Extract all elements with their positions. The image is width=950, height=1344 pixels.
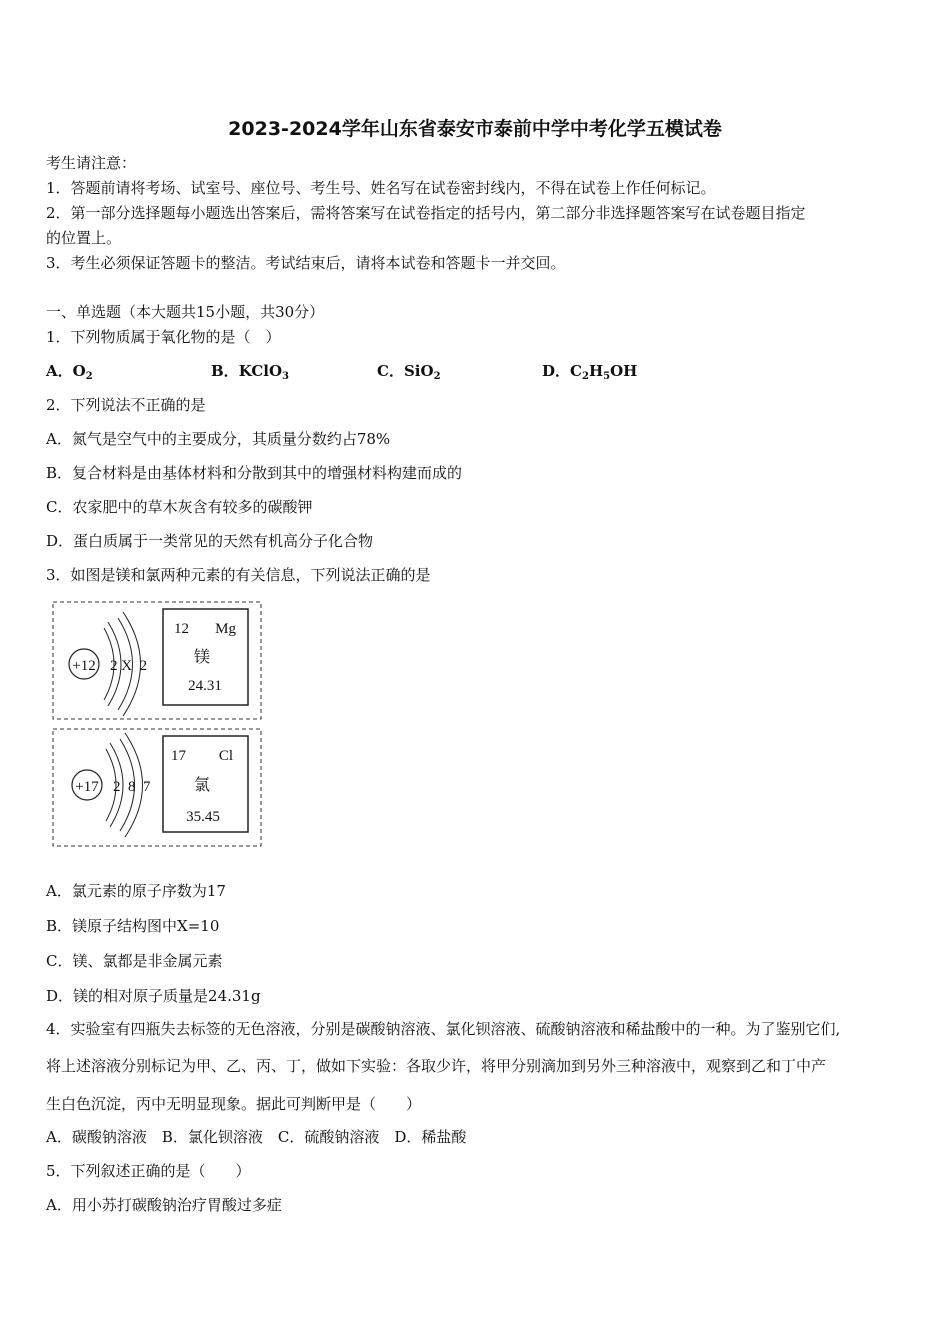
mg-shell-electrons: 2 X 2 [110, 658, 148, 674]
q1-option-c: C．SiO$_2$ [377, 362, 441, 382]
notice-item: 1．答题前请将考场、试室号、座位号、考生号、姓名写在试卷密封线内，不得在试卷上作任何标记。 [46, 179, 716, 197]
notice-item: 3．考生必须保证答题卡的整洁。考试结束后，请将本试卷和答题卡一并交回。 [46, 254, 566, 272]
mg-name: 镁 [193, 647, 211, 666]
q2-option: B．复合材料是由基体材料和分散到其中的增强材料构建而成的 [46, 464, 463, 482]
cl-name: 氯 [193, 775, 211, 794]
notice-item: 2．第一部分选择题每小题选出答案后，需将答案写在试卷指定的括号内，第二部分非选择题答案写在试卷题目指定 [46, 204, 806, 222]
question-4-stem: 4．实验室有四瓶失去标签的无色溶液，分别是碳酸钠溶液、氯化钡溶液、硫酸钠溶液和稀盐酸中的一种。为了鉴别它们, [46, 1020, 841, 1038]
question-4-stem: 生白色沉淀，丙中无明显现象。据此可判断甲是（ ） [46, 1095, 422, 1113]
q5-option: A．用小苏打碳酸钠治疗胃酸过多症 [46, 1196, 282, 1214]
q1-option-b: B．KClO$_3$ [211, 362, 289, 382]
cl-atomic-number: 17 [171, 748, 186, 764]
notice-item: 的位置上。 [46, 229, 122, 247]
q1-option-d: D．$C_2H_5OH$ [542, 362, 638, 382]
section-heading: 一、单选题（本大题共15小题，共30分） [46, 303, 325, 321]
mg-nucleus-label: +12 [72, 658, 96, 674]
cl-shell-electrons: 2 8 7 [113, 779, 151, 795]
mg-atomic-mass: 24.31 [188, 678, 222, 694]
notice-heading: 考生请注意： [46, 154, 137, 172]
q3-option: C．镁、氯都是非金属元素 [46, 952, 223, 970]
q2-option: A．氮气是空气中的主要成分，其质量分数约占78% [46, 430, 391, 448]
q3-option: D．镁的相对原子质量是24.31g [46, 987, 261, 1005]
q3-option: B．镁原子结构图中X=10 [46, 917, 220, 935]
element-info-figure [50, 598, 265, 850]
question-1-stem: 1．下列物质属于氧化物的是（ ） [46, 328, 281, 346]
mg-symbol: Mg [215, 621, 236, 637]
question-3-stem: 3．如图是镁和氯两种元素的有关信息，下列说法正确的是 [46, 566, 431, 584]
cl-symbol: Cl [218, 748, 233, 764]
page-title: 2023-2024学年山东省泰安市泰前中学中考化学五模试卷 [228, 118, 722, 140]
question-2-stem: 2．下列说法不正确的是 [46, 396, 206, 414]
q2-option: C．农家肥中的草木灰含有较多的碳酸钾 [46, 498, 313, 516]
cl-atomic-mass: 35.45 [186, 809, 220, 825]
mg-atomic-number: 12 [174, 621, 189, 637]
q4-options: A．碳酸钠溶液 B．氯化钡溶液 C．硫酸钠溶液 D．稀盐酸 [46, 1128, 467, 1146]
q1-option-a: A．$O_2$ [46, 362, 93, 382]
cl-nucleus-label: +17 [75, 779, 99, 795]
magnesium-panel [53, 602, 261, 719]
chlorine-panel [53, 729, 261, 846]
question-4-stem: 将上述溶液分别标记为甲、乙、丙、丁，做如下实验：各取少许，将甲分别滴加到另外三种溶液中，观察到乙和丁中产 [46, 1057, 827, 1075]
q3-option: A．氯元素的原子序数为17 [46, 882, 226, 900]
question-5-stem: 5．下列叙述正确的是（ ） [46, 1162, 251, 1180]
q2-option: D．蛋白质属于一类常见的天然有机高分子化合物 [46, 532, 374, 550]
